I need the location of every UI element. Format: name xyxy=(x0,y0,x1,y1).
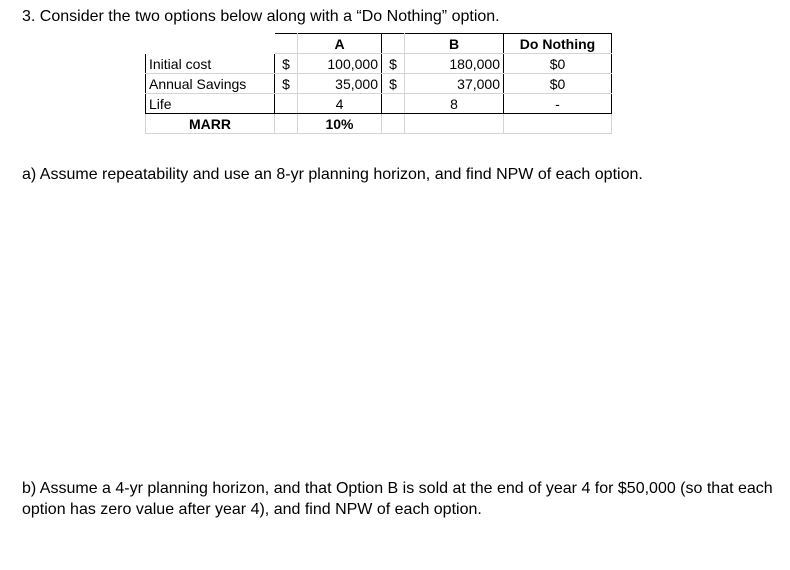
header-b: B xyxy=(405,34,504,54)
header-spacer-b xyxy=(382,34,405,54)
table-header-row xyxy=(146,34,612,54)
question-part-a: a) Assume repeatability and use an 8-yr planning horizon, and find NPW of each option. xyxy=(22,166,643,183)
question-title: 3. Consider the two options below along with a “Do Nothing” option. xyxy=(22,8,500,25)
table-row xyxy=(146,54,612,74)
header-a: A xyxy=(298,34,382,54)
marr-row xyxy=(146,114,612,134)
marr-spacer xyxy=(382,114,405,134)
row-a-value: 4 xyxy=(298,94,382,114)
options-table xyxy=(145,33,612,134)
table-row xyxy=(146,94,612,114)
marr-value: 10% xyxy=(298,114,382,134)
row-b-value: 8 xyxy=(405,94,504,114)
marr-spacer xyxy=(405,114,504,134)
header-spacer-a xyxy=(275,34,298,54)
row-a-currency xyxy=(275,94,298,114)
marr-spacer xyxy=(504,114,612,134)
row-b-value: 180,000 xyxy=(405,54,504,74)
row-a-value: 35,000 xyxy=(298,74,382,94)
row-b-currency xyxy=(382,94,405,114)
row-label: Life xyxy=(146,94,275,114)
row-b-value: 37,000 xyxy=(405,74,504,94)
marr-spacer xyxy=(275,114,298,134)
header-blank xyxy=(146,34,275,54)
row-b-currency: $ xyxy=(382,54,405,74)
row-do-nothing-value: - xyxy=(504,94,612,114)
row-a-value: 100,000 xyxy=(298,54,382,74)
header-do-nothing: Do Nothing xyxy=(504,34,612,54)
question-part-b: b) Assume a 4-yr planning horizon, and that Option B is sold at the end of year 4 for $50,000 (so that each option has zero value after year 4), and find NPW of each option. xyxy=(22,480,773,518)
row-do-nothing-value: $0 xyxy=(504,74,612,94)
row-a-currency: $ xyxy=(275,54,298,74)
row-label: Initial cost xyxy=(146,54,275,74)
table-row xyxy=(146,74,612,94)
row-b-currency: $ xyxy=(382,74,405,94)
marr-label: MARR xyxy=(146,114,275,134)
row-label: Annual Savings xyxy=(146,74,275,94)
row-a-currency: $ xyxy=(275,74,298,94)
row-do-nothing-value: $0 xyxy=(504,54,612,74)
